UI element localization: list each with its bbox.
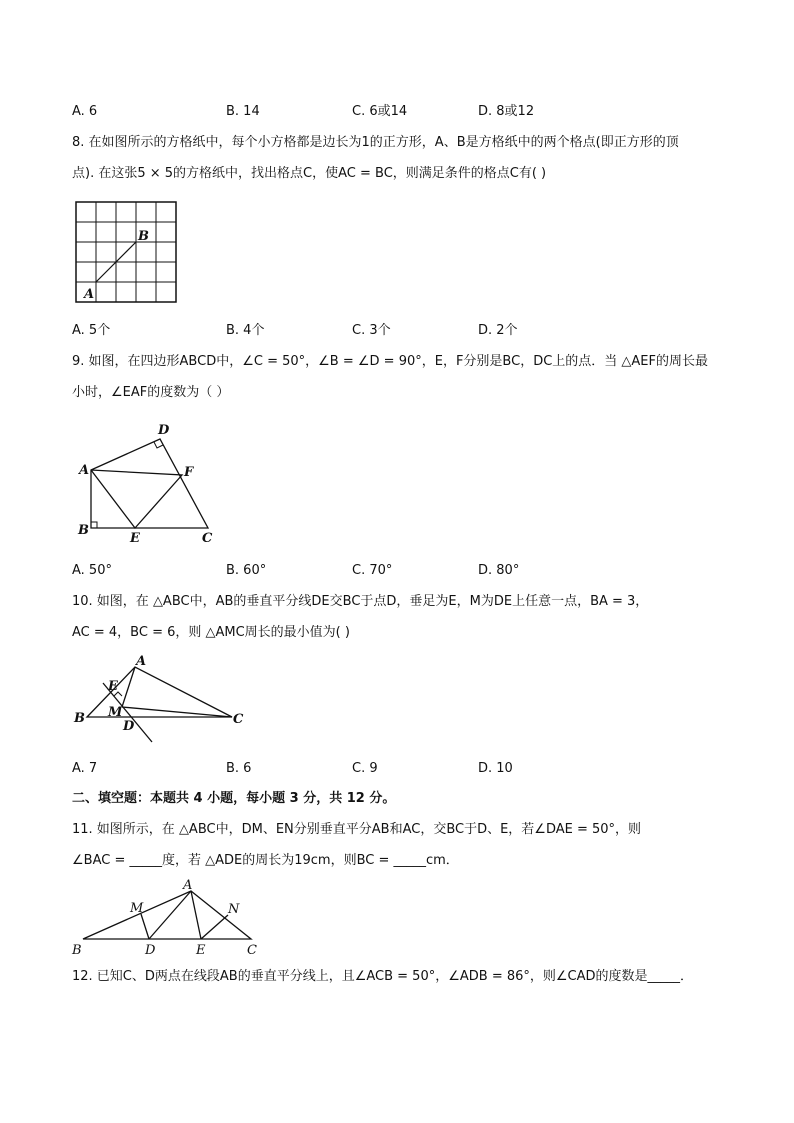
q11-label-e: E (196, 943, 206, 958)
segment-md (141, 914, 149, 939)
right-angle-b (91, 522, 97, 528)
q10-label-m: M (108, 705, 123, 720)
q10-options (72, 760, 632, 778)
q7-option-a: A. 6 (72, 104, 98, 119)
q9-stem-line1: 9. 如图，在四边形ABCD中，∠C = 50°，∠B = ∠D = 90°，E，F分别是BC，DC上的点．当 △AEF的周长最 (72, 354, 708, 369)
q10-stem-line1: 10. 如图，在 △ABC中，AB的垂直平分线DE交BC于点D，垂足为E，M为DE上任意一点，BA = 3， (72, 594, 649, 609)
q8-label-b: B (138, 229, 149, 244)
q11-label-n: N (228, 902, 240, 917)
q10-option-b: B. 6 (226, 761, 252, 776)
q9-option-c: C. 70° (352, 563, 393, 578)
q10-stem-line2: AC = 4，BC = 6，则 △AMC周长的最小值为( ) (72, 625, 350, 640)
q9-option-d: D. 80° (478, 563, 520, 578)
q11-label-m: M (130, 901, 144, 916)
q9-option-a: A. 50° (72, 563, 112, 578)
q7-option-b: B. 14 (226, 104, 260, 119)
q9-options (72, 562, 632, 580)
q8-option-c: C. 3个 (352, 323, 391, 338)
q10-label-e: E (108, 679, 118, 694)
q11-label-c: C (247, 943, 257, 958)
q10-option-a: A. 7 (72, 761, 98, 776)
q10-triangle-figure (70, 652, 250, 747)
q9-quadrilateral-figure (74, 418, 224, 548)
q11-stem-line1: 11. 如图所示，在 △ABC中，DM、EN分别垂直平分AB和AC，交BC于D、E，若∠DAE = 50°，则 (72, 822, 642, 837)
segment-ne (201, 915, 228, 939)
q10-option-d: D. 10 (478, 761, 513, 776)
q9-label-f: F (184, 465, 194, 480)
q11-label-b: B (72, 943, 82, 958)
q8-label-a: A (84, 287, 95, 302)
q9-option-b: B. 60° (226, 563, 267, 578)
q8-stem-line2: 点). 在这张5 × 5的方格纸中，找出格点C，使AC = BC，则满足条件的格点C有( ) (72, 166, 547, 181)
section-2-heading: 二、填空题：本题共 4 小题，每小题 3 分，共 12 分。 (72, 791, 396, 806)
q10-label-b: B (74, 711, 85, 726)
q7-option-c: C. 6或14 (352, 104, 408, 119)
q11-stem-line2: ∠BAC = _____度，若 △ADE的周长为19cm，则BC = _____cm． (72, 853, 459, 868)
q10-label-a: A (136, 654, 147, 669)
q9-label-e: E (130, 531, 140, 546)
q8-options (72, 322, 632, 340)
q11-label-a: A (183, 878, 193, 893)
q10-label-c: C (233, 712, 244, 727)
segment-ad (149, 891, 191, 939)
q7-option-d: D. 8或12 (478, 104, 535, 119)
q12-stem-line1: 12. 已知C、D两点在线段AB的垂直平分线上，且∠ACB = 50°，∠ADB = 86°，则∠CAD的度数是_____． (72, 969, 694, 984)
q9-label-d: D (158, 423, 170, 438)
q10-option-c: C. 9 (352, 761, 378, 776)
q10-label-d: D (123, 719, 135, 734)
q11-label-d: D (145, 943, 156, 958)
q9-label-a: A (79, 463, 90, 478)
q9-label-b: B (78, 523, 89, 538)
q9-stem-line2: 小时，∠EAF的度数为（ ） (72, 385, 230, 400)
q7-options (72, 103, 632, 121)
q8-option-b: B. 4个 (226, 323, 265, 338)
q8-option-a: A. 5个 (72, 323, 111, 338)
quad-abcd (91, 439, 208, 528)
q9-label-c: C (202, 531, 213, 546)
q8-stem-line1: 8. 在如图所示的方格纸中，每个小方格都是边长为1的正方形，A、B是方格纸中的两个格点(即正方形的顶 (72, 135, 679, 150)
triangle-abc (83, 891, 251, 939)
q8-grid-figure (70, 196, 182, 308)
triangle-aef (91, 470, 182, 528)
q8-option-d: D. 2个 (478, 323, 518, 338)
q11-triangle-figure (68, 877, 268, 959)
